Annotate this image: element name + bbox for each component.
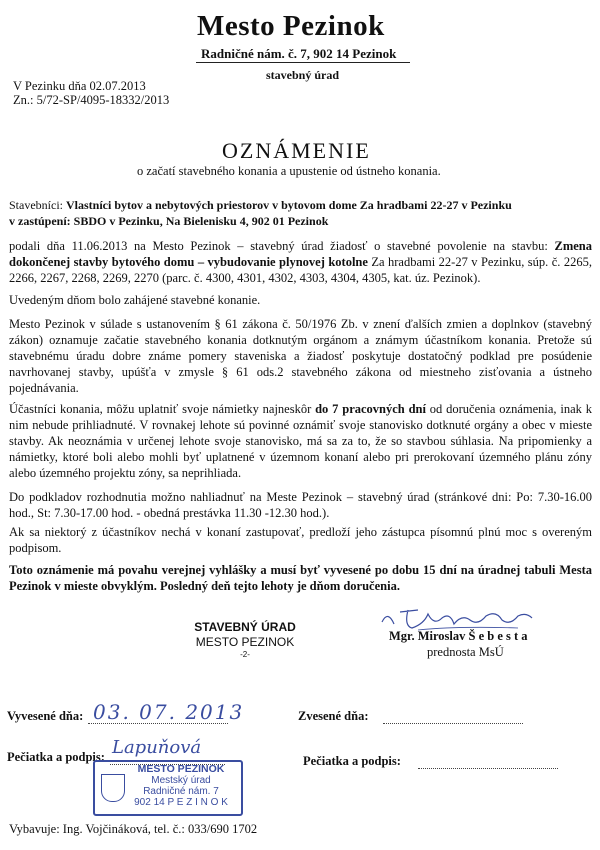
- document-title: OZNÁMENIE: [222, 138, 371, 163]
- office-stamp-line3: -2-: [240, 650, 250, 659]
- official-seal: [93, 760, 243, 816]
- office-stamp: [185, 620, 305, 660]
- seal-signature: Lapuňová: [112, 737, 202, 758]
- seal-label-right: Pečiatka a podpis:: [303, 754, 401, 768]
- posted-label: Vyvesené dňa:: [7, 709, 84, 723]
- prepared-by: Vybavuje: Ing. Vojčináková, tel. č.: 033/690 1702: [9, 822, 258, 836]
- paragraph-representation: [9, 524, 592, 556]
- document-subtitle: o začatí stavebného konania a upustenie od ústneho konania.: [137, 164, 441, 178]
- handwritten-signature-text: [378, 604, 385, 605]
- office-stamp-line1: STAVEBNÝ ÚRAD: [194, 620, 296, 634]
- paragraph-application: [9, 238, 592, 286]
- posted-date: 03. 07. 2013: [93, 700, 245, 724]
- inspection-text: Do podkladov rozhodnutia možno nahliadnuť na Meste Pezinok – stavebný úrad (stránkové dni: Po: 7.30-16.00 hod., St: 7.30-17.00 hod. - obedná prestávka 11.30 -12.30 hod.).: [9, 490, 592, 520]
- signatory-role: prednosta MsÚ: [427, 645, 504, 659]
- file-number: Zn.: 5/72-SP/4095-18332/2013: [13, 93, 170, 107]
- posted-line: [88, 723, 228, 724]
- seal-line4: 902 14 P E Z I N O K: [134, 797, 228, 808]
- objections-text-b: od doručenia oznámenia, inak k nim nebude prihliadnuté. V rovnakej lehote sú povinné oznámiť svoje stanovisko dotknuté orgány a obec v mieste stavby. Ak neoznámia v určenej lehote svoje stanovisko, má sa za to, že so stavbou súhlasia. Na pripomienky a námietky, ktoré boli alebo mohli byť uplatnené v územnom konaní alebo pri prerokovaní územného plánu zóny alebo územného projektu zóny, sa neprihliada.: [9, 402, 592, 480]
- signatory-name: Mgr. Miroslav Š e b e s t a: [389, 629, 528, 643]
- removed-label: Zvesené dňa:: [298, 709, 369, 723]
- seal-line3: Radničné nám. 7: [143, 786, 219, 797]
- representative-line: [9, 214, 328, 229]
- town-title: Mesto Pezinok: [197, 10, 385, 42]
- signature-scribble: [378, 604, 538, 632]
- builder-line: [9, 198, 512, 213]
- application-text: podali dňa 11.06.2013 na Mesto Pezinok – stavebný úrad žiadosť o stavebné povolenie na stavbu:: [9, 239, 555, 253]
- seal-line1: MESTO PEZINOK: [137, 763, 225, 775]
- representative-label: v zastúpení:: [9, 214, 71, 228]
- objections-text-a: Účastníci konania, môžu uplatniť svoje námietky najneskôr: [9, 402, 316, 416]
- objections-deadline: do 7 pracovných dní: [315, 402, 426, 416]
- paragraph-public-notice: [9, 562, 592, 594]
- place-date: V Pezinku dňa 02.07.2013: [13, 79, 146, 93]
- public-notice-text: Toto oznámenie má povahu verejnej vyhlášky a musí byť vyvesené po dobu 15 dní na úradnej tabuli Mesta Pezinok v mieste obvyklým. Posledný deň tejto lehoty je dňom doručenia.: [9, 563, 592, 593]
- builder-label: Stavebníci:: [9, 198, 63, 212]
- office-name: stavebný úrad: [266, 68, 340, 82]
- removed-line: [383, 723, 523, 724]
- builder-name: Vlastníci bytov a nebytových priestorov v bytovom dome Za hradbami 22-27 v Pezinku: [66, 198, 512, 212]
- legal-basis-text: Mesto Pezinok v súlade s ustanovením § 61 zákona č. 50/1976 Zb. v znení ďalších zmien a doplnkov (stavebný zákon) oznamuje začatie stavebného konania dotknutým orgánom a známym účastníkom konania. Pretože sú stavebnému úradu dobre známe pomery staveniska a žiadosť poskytuje dostatočný podklad pre posúdenie navrhovanej stavby, upúšťa v zmysle § 61 ods.2 stavebného zákona od miestneho zisťovania a ústneho pojednávania.: [9, 317, 592, 395]
- coat-of-arms-icon: [101, 774, 125, 802]
- paragraph-inspection: [9, 489, 592, 521]
- seal-line-right: [418, 768, 558, 769]
- construction-location: Za hradbami 22-27 v Pezinku, súp. č. 2265, 2266, 2267, 2268, 2269, 2270 (parc. č. 4300, 4301, 4302, 4303, 4304, 4305, kat. úz. Pezinok).: [9, 255, 592, 285]
- handwritten-signature: [378, 604, 538, 632]
- paragraph-start: [9, 292, 592, 308]
- start-text: Uvedeným dňom bolo zahájené stavebné konanie.: [9, 293, 261, 307]
- town-address: Radničné nám. č. 7, 902 14 Pezinok: [201, 46, 397, 61]
- seal-line2: Mestský úrad: [151, 775, 211, 786]
- paragraph-objections: [9, 401, 592, 481]
- office-stamp-line2: MESTO PEZINOK: [195, 635, 295, 649]
- representation-text: Ak sa niektorý z účastníkov nechá v konaní zastupovať, predloží jeho zástupca písomnú plnú moc s overeným podpisom.: [9, 525, 592, 555]
- seal-label-left: Pečiatka a podpis:: [7, 750, 105, 764]
- header-rule: [196, 62, 410, 63]
- construction-name: Zmena dokončenej stavby bytového domu – vybudovanie plynovej kotolne: [9, 239, 592, 269]
- paragraph-legal-basis: [9, 316, 592, 396]
- representative-name: SBDO v Pezinku, Na Bielenisku 4, 902 01 Pezinok: [73, 214, 329, 228]
